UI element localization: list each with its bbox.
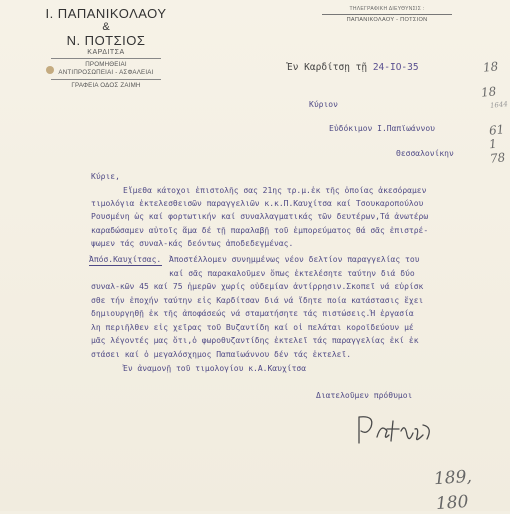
margin-note-3: 1644 [489,100,509,110]
para2-line-8: στάσει καί ὁ μεγαλόσχημος Παπαϊωάννου δέν τάς ἐκτελεῖ. [91,350,352,359]
dateline-prefix: Ἐν Καρδίτσῃ τῇ [287,62,368,73]
para2-line-3: συναλ-κῶν 45 καί 75 ἡμερῶν χωρίς οὐδεμίαν ἀντίρρησιν.Σκοπεῖ νά εὑρίσκ [91,282,424,291]
telegraph-rule [322,14,452,15]
margin-note-1: 18 [482,59,499,75]
letterhead-name-1: Ι. ΠΑΠΑΝΙΚΟΛΑΟΥ [45,6,167,21]
bottom-note-1: 189, [433,466,473,490]
letterhead-divider-2 [51,79,161,80]
letterhead-city: ΚΑΡΔΙΤΣΑ [87,49,125,56]
telegraph-label: ΤΗΛΕΓΡΑΦΙΚΗ ΔΙΕΥΘΥΝΣΙΣ : [349,6,425,12]
margin-note-6: 78 [489,150,506,166]
salutation: Κύριε, [91,172,120,181]
letterhead-line-3: ΓΡΑΦΕΙΑ ΟΔΟΣ ΖΑΙΜΗ [71,82,141,89]
body-line-1: Εἴμεθα κάτοχοι ἐπιστολῆς σας 21ης τρ.μ.ἐκ τῆς ὁποίας ἀκεσόραμεν [123,186,427,195]
para2-line-6: λη περιῆλθεν εἰς χεῖρας τοῦ Βυζαντίδη καί οἱ πελάται κοροϊδεύουν μέ [91,323,414,332]
signature-icon [353,409,437,449]
margin-note-5: 1 [488,136,498,152]
letterhead-name-2: Ν. ΠΟΤΣΙΟΣ [66,33,146,48]
letterhead [22,6,190,90]
dateline-date: 24-IO-35 [372,62,419,73]
body-line-3: Ρουσμένη ὡς καί φορτωτικήν καί συναλλαγματικάς τῶν δευτέρων,Τά ἀνωτέρω [91,212,429,221]
para3-line: Ἐν ἀναμονῇ τοῦ τιμολογίου κ.Α.Καυχίτσα [123,364,307,373]
margin-note-4: 61 [488,122,505,138]
recipient-line-1: Κύριον [309,100,338,109]
margin-note-2: 18 [480,84,497,100]
letterhead-ampersand: & [102,21,110,33]
para2-line-1: Ἀποστέλλομεν συνημμένως νέον δελτίον παραγγελίας του [169,255,420,264]
letterhead-line-1: ΠΡΟΜΗΘΕΙΑΙ [85,61,127,68]
telegraph-address [322,6,452,23]
recipient-line-3: Θεσσαλονίκην [396,149,454,158]
letterhead-line-2: ΑΝΤΙΠΡΟΣΩΠΕΙΑΙ - ΑΣΦΑΛΕΙΑΙ [58,69,154,76]
letterhead-divider [51,58,161,59]
para2-line-2: καί σᾶς παρακαλοῦμεν ὅπως ἐκτελέσητε ταύτην διά δύο [169,269,415,278]
body-line-4: καραδώσαμεν αὐτοῖς ἅμα δέ τῇ παραλαβῇ τοῦ ἐμπορεύματος θά σᾶς ἐπιστρέ- [91,226,429,235]
para2-line-7: μᾶς λέγοντές μας ὅτι,ὁ φωροθυζαντίδης ἐκτελεῖ τάς παραγγελίας ἐκί ἐκ [91,336,419,345]
para2-line-5: δημιουργηθῇ ἐκ τῆς ἀποφάσεώς νά σταματήσητε τάς πιστώσεις.Ἡ ἐργασία [91,309,414,318]
para2-line-4: σθε τήν ἐποχήν ταύτην εἰς Καρδίτσαν διά νά ἴδητε ποία κατάστασις ἔχει [91,296,424,305]
recipient-line-2: Εὐδόκιμον Ι.Παπϊωάννου [329,124,435,133]
para2-label: Ἀπόσ.Καυχίτσας. [89,255,162,264]
dateline [287,62,419,73]
para2-label-underline [89,265,162,266]
body-line-5: ψωμεν τάς συναλ-κάς δεόντως ἀποδεδεγμένας. [91,239,294,248]
telegraph-value: ΠΑΠΑΝΙΚΟΛΑΟΥ - ΠΟΤΣΙΟΝ [346,17,428,23]
closing: Διατελοῦμεν πρόθυμοι [316,391,413,400]
bottom-note-2: 180 [435,491,470,514]
body-line-2: τιμολόγια ἐκτελεσθεισῶν παραγγελιῶν κ.κ.Π.Καυχίτσα καί Τσουκαροπούλου [91,199,424,208]
emblem-icon [46,66,54,74]
